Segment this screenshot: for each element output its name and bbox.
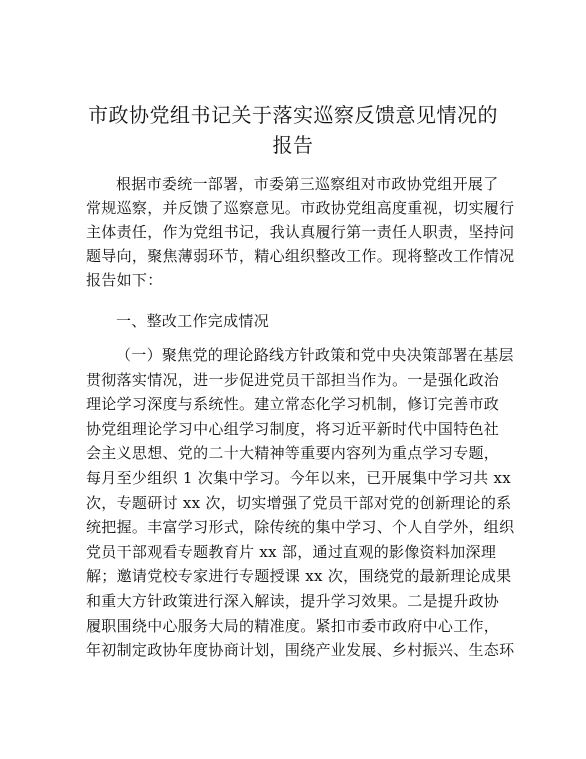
intro-paragraph (86, 172, 515, 292)
paragraph-line: 理论学习深度与系统性。建立常态化学习机制，修订完善市政 (86, 395, 500, 414)
paragraph-line: 和重大方针政策进行深入解读，提升学习效果。二是提升政协 (86, 591, 500, 610)
paragraph-line: 党员干部观看专题教育片 xx 部，通过直观的影像资料加深理 (86, 542, 497, 561)
paragraph-line: 报告如下： (86, 271, 163, 289)
paragraph-line: 题导向，聚焦薄弱环节，精心组织整改工作。现将整改工作情况 (86, 247, 515, 265)
document-title (60, 100, 526, 160)
paragraph-line: 次，专题研讨 xx 次，切实增强了党员干部对党的创新理论的系 (86, 493, 512, 512)
paragraph-line: 统把握。丰富学习形式，除传统的集中学习、个人自学外，组织 (86, 518, 515, 537)
paragraph-line: 主体责任，作为党组书记，我认真履行第一责任人职责，坚持问 (86, 223, 515, 241)
paragraph-line: 年初制定政协年度协商计划，围绕产业发展、乡村振兴、生态环 (86, 641, 515, 660)
paragraph-line: 常规巡察，并反馈了巡察意见。市政协党组高度重视，切实履行 (86, 199, 515, 217)
section-heading-text: 一、整改工作完成情况 (116, 312, 270, 330)
title-line: 市政协党组书记关于落实巡察反馈意见情况的 (88, 103, 498, 127)
paragraph-line: 每月至少组织 1 次集中学习。今年以来，已开展集中学习共 xx (86, 468, 512, 487)
paragraph-line: 解；邀请党校专家进行专题授课 xx 次，围绕党的最新理论成果 (86, 567, 512, 586)
paragraph-line: 贯彻落实情况，进一步促进党员干部担当作为。一是强化政治 (86, 370, 500, 389)
paragraph-line: 履职围绕中心服务大局的精准度。紧扣市委市政府中心工作， (86, 616, 500, 635)
paragraph-line: （一）聚焦党的理论路线方针政策和党中央决策部署在基层 (116, 346, 514, 364)
section-paragraph (86, 343, 515, 663)
paragraph-line: 会主义思想、党的二十大精神等重要内容列为重点学习专题， (86, 444, 500, 463)
paragraph-line: 协党组理论学习中心组学习制度，将习近平新时代中国特色社 (86, 419, 500, 438)
section-heading (86, 309, 506, 333)
paragraph-line: 根据市委统一部署，市委第三巡察组对市政协党组开展了 (116, 175, 499, 193)
title-line: 报告 (272, 133, 314, 157)
